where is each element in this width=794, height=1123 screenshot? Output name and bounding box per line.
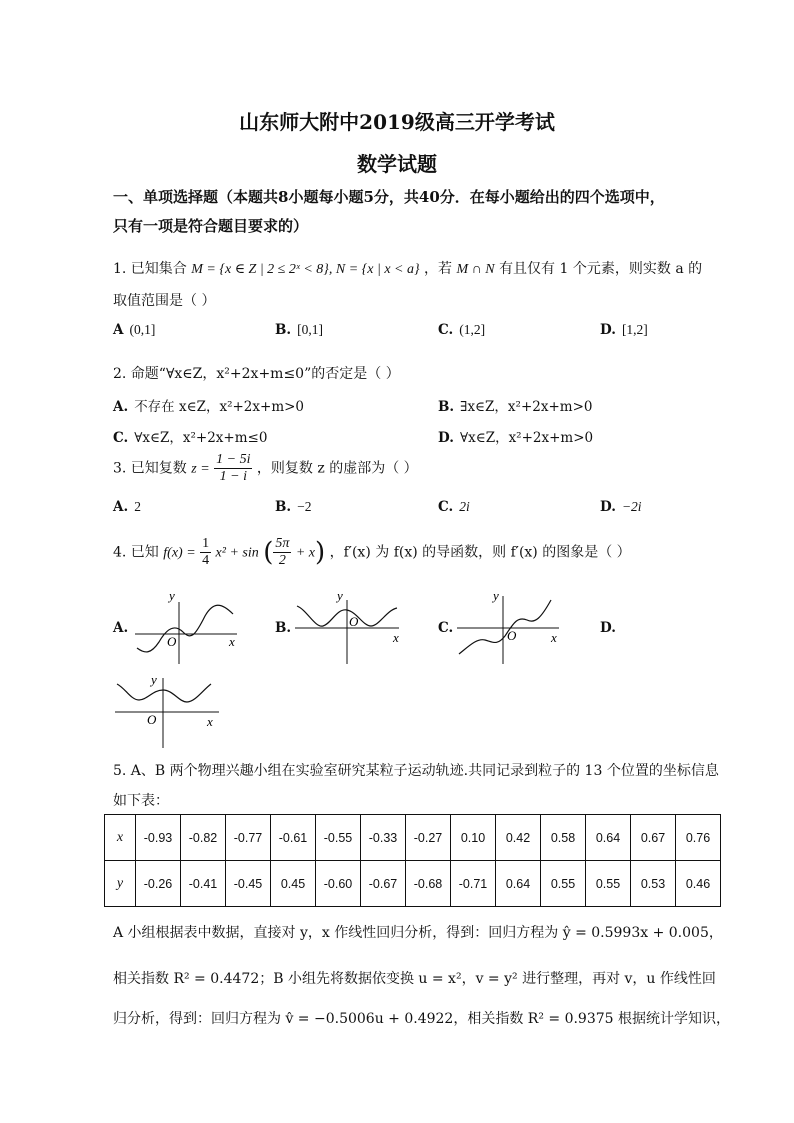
- option-label: C.: [438, 322, 454, 338]
- section-heading-line1: 一、单项选择题（本题共8小题每小题5分，共40分．在每小题给出的四个选项中，: [113, 188, 665, 206]
- q4-graph-d[interactable]: [113, 670, 225, 750]
- question-5-line2: 如下表：: [113, 793, 169, 809]
- option-value: [1,2]: [621, 322, 648, 337]
- curve: [137, 605, 233, 652]
- origin-label: O: [167, 634, 177, 649]
- option-label: B.: [275, 499, 292, 515]
- q4-option-c-label[interactable]: C.: [438, 620, 454, 636]
- q3-denominator: 1 − i: [219, 469, 247, 484]
- x-label: x: [229, 634, 235, 649]
- q4-fx: f(x) =: [163, 545, 196, 561]
- q4-pi-frac: [273, 536, 291, 569]
- q4-tail: ，f′(x) 为 f(x) 的导函数，则 f′(x) 的图象是（ ）: [329, 544, 631, 561]
- question-5-para3: 归分析，得到：回归方程为 v̂ = −0.5006u + 0.4922，相关指数 R² = 0.9375 根据统计学知识，: [113, 1011, 731, 1027]
- table-cell: -0.77: [226, 815, 271, 861]
- option-value: −2: [297, 499, 312, 514]
- y-label: y: [493, 588, 499, 603]
- q3-fraction: [214, 452, 252, 485]
- x-label: x: [551, 630, 557, 645]
- option-value: (1,2]: [459, 322, 486, 337]
- option-value: 不存在 x∈Z，x²+2x+m>0: [134, 399, 305, 415]
- q3-option-b[interactable]: [275, 499, 312, 515]
- table-row-y: [105, 861, 721, 907]
- q4-option-d-label[interactable]: D.: [600, 620, 616, 636]
- q3-option-d[interactable]: [600, 499, 642, 515]
- q4-option-a-label[interactable]: A.: [113, 620, 129, 636]
- q1-mid: ，若: [424, 261, 453, 277]
- option-label: A.: [113, 499, 129, 515]
- table-cell: -0.71: [451, 861, 496, 907]
- q1-option-d[interactable]: [600, 322, 648, 338]
- q1-option-b[interactable]: [275, 322, 323, 338]
- question-1-stem: [113, 258, 702, 278]
- option-value: 2i: [459, 499, 470, 514]
- q4-prefix: 4. 已知: [113, 544, 159, 561]
- option-value: [0,1]: [297, 322, 323, 337]
- table-cell: -0.67: [361, 861, 406, 907]
- q2-option-a[interactable]: [113, 395, 304, 415]
- y-label: y: [337, 588, 343, 603]
- table-cell: -0.45: [226, 861, 271, 907]
- q4-pi-den: 2: [278, 553, 286, 568]
- q4-x2sin: x² + sin: [215, 545, 259, 561]
- question-5-line1: 5. A、B 两个物理兴趣小组在实验室研究某粒子运动轨迹.共同记录到粒子的 13 个位置的坐标信息: [113, 763, 719, 779]
- question-4-stem: [113, 536, 631, 569]
- subject-title: 数学试题: [357, 152, 437, 176]
- q4-graph-a[interactable]: [133, 588, 243, 666]
- option-value: ∃x∈Z，x²+2x+m>0: [460, 399, 593, 415]
- q4-quarter: [200, 536, 211, 569]
- q2-option-b[interactable]: [438, 395, 593, 415]
- table-cell: 0.64: [496, 861, 541, 907]
- table-cell: 0.53: [631, 861, 676, 907]
- q3-numerator: 1 − 5i: [216, 452, 251, 467]
- option-label: D.: [438, 430, 454, 446]
- option-value: ∀x∈Z，x²+2x+m≤0: [134, 430, 268, 446]
- question-5-para1: A 小组根据表中数据，直接对 y，x 作线性回归分析，得到：回归方程为 ŷ = 0.5993x + 0.005，: [113, 925, 723, 941]
- q2-option-d[interactable]: [438, 426, 593, 446]
- option-value: 2: [134, 499, 141, 514]
- table-cell: 0.67: [631, 815, 676, 861]
- option-label: A.: [113, 399, 129, 415]
- y-label: y: [151, 672, 157, 687]
- q3-option-a[interactable]: [113, 499, 141, 515]
- table-cell: 0.55: [541, 861, 586, 907]
- table-cell: -0.27: [406, 815, 451, 861]
- table-cell: -0.82: [181, 815, 226, 861]
- table-cell: -0.26: [136, 861, 181, 907]
- q4-paren-right: ): [315, 537, 326, 568]
- origin-label: O: [349, 614, 359, 629]
- table-cell: -0.93: [136, 815, 181, 861]
- q4-plusx: + x: [295, 545, 315, 561]
- curve: [459, 600, 551, 654]
- origin-label: O: [147, 712, 157, 727]
- table-cell: 0.10: [451, 815, 496, 861]
- table-cell: -0.33: [361, 815, 406, 861]
- table-row-x: [105, 815, 721, 861]
- option-label: C.: [438, 499, 454, 515]
- table-cell: 0.64: [586, 815, 631, 861]
- q1-option-a[interactable]: [113, 322, 155, 338]
- x-label: x: [393, 630, 399, 645]
- exam-title: 山东师大附中2019级高三开学考试: [239, 110, 555, 134]
- q3-prefix: 3. 已知复数: [113, 460, 187, 477]
- q4-graph-b[interactable]: [293, 588, 405, 666]
- option-label: C.: [113, 430, 129, 446]
- q1-set-definition: M = {x ∈ Z | 2 ≤ 2ˣ < 8}, N = {x | x < a}: [191, 262, 420, 277]
- table-cell: 0.45: [271, 861, 316, 907]
- q1-prefix: 1. 已知集合: [113, 261, 187, 277]
- option-label: D.: [600, 322, 616, 338]
- option-value: ∀x∈Z，x²+2x+m>0: [459, 430, 594, 446]
- question-5-para2: 相关指数 R² = 0.4472；B 小组先将数据依变换 u = x²，v = y² 进行整理，再对 v，u 作线性回: [113, 971, 716, 987]
- coordinate-table: [104, 814, 721, 907]
- q1-option-c[interactable]: [438, 322, 485, 338]
- table-cell: 0.42: [496, 815, 541, 861]
- row-header: y: [105, 861, 136, 907]
- table-cell: -0.41: [181, 861, 226, 907]
- q4-quarter-den: 4: [202, 553, 210, 568]
- option-value: −2i: [621, 499, 642, 514]
- question-1-line2: 取值范围是（ ）: [113, 293, 216, 309]
- q1-tail: 有且仅有 1 个元素，则实数 a 的: [499, 261, 703, 277]
- q3-z-equals: z =: [191, 461, 210, 477]
- option-value: (0,1]: [129, 322, 156, 337]
- table-cell: -0.60: [316, 861, 361, 907]
- q4-paren-left: (: [263, 537, 274, 568]
- q4-option-b-label[interactable]: B.: [275, 620, 292, 636]
- option-label: A: [113, 322, 124, 338]
- q3-option-c[interactable]: [438, 499, 470, 515]
- table-cell: 0.46: [676, 861, 721, 907]
- q1-intersection: M ∩ N: [456, 262, 495, 277]
- question-3-stem: [113, 452, 418, 485]
- table-cell: 0.55: [586, 861, 631, 907]
- curve: [117, 684, 211, 702]
- q2-option-c[interactable]: [113, 426, 267, 446]
- table-cell: -0.68: [406, 861, 451, 907]
- table-cell: -0.61: [271, 815, 316, 861]
- table-cell: -0.55: [316, 815, 361, 861]
- origin-label: O: [507, 628, 517, 643]
- option-label: B.: [275, 322, 292, 338]
- q4-graph-c[interactable]: [455, 588, 565, 666]
- question-2-stem: 2. 命题“∀x∈Z，x²+2x+m≤0”的否定是（ ）: [113, 366, 400, 382]
- q4-pi-num: 5π: [275, 536, 290, 551]
- x-label: x: [207, 714, 213, 729]
- section-heading-line2: 只有一项是符合题目要求的）: [113, 217, 309, 235]
- row-header: x: [105, 815, 136, 861]
- option-label: D.: [600, 499, 616, 515]
- table-cell: 0.76: [676, 815, 721, 861]
- q3-tail: ，则复数 z 的虚部为（ ）: [256, 460, 418, 477]
- option-label: B.: [438, 399, 455, 415]
- table-cell: 0.58: [541, 815, 586, 861]
- y-label: y: [169, 588, 175, 603]
- q4-quarter-num: 1: [202, 536, 210, 551]
